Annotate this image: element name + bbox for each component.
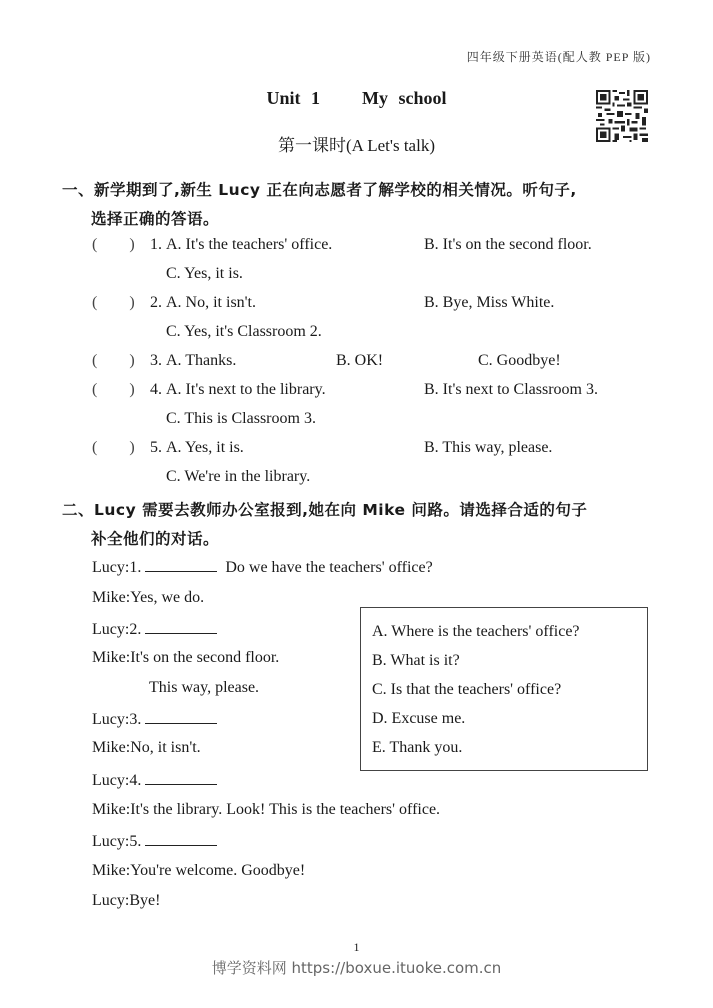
question-2-option-c: C. Yes, it's Classroom 2. xyxy=(166,323,322,340)
question-1-option-c: C. Yes, it is. xyxy=(166,265,243,282)
blank-number: 2. xyxy=(129,621,142,638)
sentence-option-e: E. Thank you. xyxy=(372,739,463,756)
answer-bracket-5[interactable]: ( ) xyxy=(92,439,135,456)
question-3-option-b: B. OK! xyxy=(336,352,384,369)
dialogue-line-5: This way, please. xyxy=(149,679,260,696)
book-note: 四年级下册英语(配人教 PEP 版) xyxy=(466,50,651,64)
speaker-label: Lucy: xyxy=(92,833,130,850)
dialogue-line-7 xyxy=(92,739,201,757)
question-3-option-c: C. Goodbye! xyxy=(478,352,561,369)
question-5-option-b: B. This way, please. xyxy=(424,439,553,456)
speaker-label: Mike: xyxy=(92,801,131,818)
question-3-option-a: A. Thanks. xyxy=(166,352,237,369)
watermark-link[interactable]: 博学资料网 https://boxue.ituoke.com.cn xyxy=(211,959,502,977)
question-3-number: 3. xyxy=(150,352,162,369)
dialogue-line-11 xyxy=(92,862,305,880)
question-2-option-a: A. No, it isn't. xyxy=(166,294,256,311)
dialogue-text: Do we have the teachers' office? xyxy=(225,559,433,576)
answer-bracket-1[interactable]: ( ) xyxy=(92,236,135,253)
dialogue-line-10 xyxy=(92,831,217,851)
answer-blank-5[interactable] xyxy=(145,831,217,846)
dialogue-text: Yes, we do. xyxy=(130,589,205,606)
section1-heading-line2: 选择正确的答语。 xyxy=(91,210,220,228)
unit-title: Unit 1 My school xyxy=(266,88,447,108)
question-1-number: 1. xyxy=(150,236,162,253)
dialogue-text: No, it isn't. xyxy=(130,739,201,756)
page-number: 1 xyxy=(353,940,360,954)
dialogue-text: It's the library. Look! This is the teachers' office. xyxy=(130,801,441,818)
sentence-option-a: A. Where is the teachers' office? xyxy=(372,623,580,640)
speaker-label: Mike: xyxy=(92,589,131,606)
answer-bracket-2[interactable]: ( ) xyxy=(92,294,135,311)
section2-heading-line2: 补全他们的对话。 xyxy=(91,530,220,548)
sentence-option-d: D. Excuse me. xyxy=(372,710,466,727)
sentence-option-c: C. Is that the teachers' office? xyxy=(372,681,562,698)
dialogue-line-9 xyxy=(92,801,440,819)
speaker-label: Lucy: xyxy=(92,621,130,638)
sentence-options-box xyxy=(360,607,648,771)
dialogue-line-2 xyxy=(92,589,204,607)
dialogue-line-6 xyxy=(92,709,217,729)
qr-code-icon[interactable] xyxy=(596,90,648,142)
speaker-label: Mike: xyxy=(92,739,131,756)
section2-heading-line1: 二、Lucy 需要去教师办公室报到,她在向 Mike 问路。请选择合适的句子 xyxy=(62,501,588,519)
dialogue-text: Bye! xyxy=(129,892,161,909)
blank-number: 5. xyxy=(129,833,142,850)
speaker-label: Mike: xyxy=(92,649,131,666)
speaker-label: Lucy: xyxy=(92,892,130,909)
blank-number: 3. xyxy=(129,711,142,728)
question-5-option-c: C. We're in the library. xyxy=(166,468,311,485)
section1-heading-line1: 一、新学期到了,新生 Lucy 正在向志愿者了解学校的相关情况。听句子, xyxy=(62,181,577,199)
question-5-number: 5. xyxy=(150,439,162,456)
dialogue-text: You're welcome. Goodbye! xyxy=(130,862,306,879)
question-2-number: 2. xyxy=(150,294,162,311)
answer-bracket-3[interactable]: ( ) xyxy=(92,352,135,369)
question-4-number: 4. xyxy=(150,381,162,398)
sentence-option-b: B. What is it? xyxy=(372,652,460,669)
dialogue-text: It's on the second floor. xyxy=(130,649,280,666)
question-2-option-b: B. Bye, Miss White. xyxy=(424,294,555,311)
dialogue-line-12 xyxy=(92,892,160,910)
answer-blank-3[interactable] xyxy=(145,709,217,724)
question-1-option-b: B. It's on the second floor. xyxy=(424,236,592,253)
blank-number: 4. xyxy=(129,772,142,789)
question-4-option-a: A. It's next to the library. xyxy=(166,381,326,398)
answer-blank-2[interactable] xyxy=(145,619,217,634)
question-5-option-a: A. Yes, it is. xyxy=(166,439,244,456)
lesson-title: 第一课时(A Let's talk) xyxy=(278,136,435,155)
blank-number: 1. xyxy=(129,559,142,576)
speaker-label: Mike: xyxy=(92,862,131,879)
question-4-option-c: C. This is Classroom 3. xyxy=(166,410,316,427)
question-1-option-a: A. It's the teachers' office. xyxy=(166,236,333,253)
speaker-label: Lucy: xyxy=(92,772,130,789)
question-4-option-b: B. It's next to Classroom 3. xyxy=(424,381,598,398)
dialogue-line-3 xyxy=(92,619,217,639)
speaker-label: Lucy: xyxy=(92,711,130,728)
dialogue-line-8 xyxy=(92,770,217,790)
answer-blank-4[interactable] xyxy=(145,770,217,785)
speaker-label: Lucy: xyxy=(92,559,130,576)
dialogue-line-1 xyxy=(92,557,433,577)
answer-bracket-4[interactable]: ( ) xyxy=(92,381,135,398)
dialogue-line-4 xyxy=(92,649,279,667)
answer-blank-1[interactable] xyxy=(145,557,217,572)
